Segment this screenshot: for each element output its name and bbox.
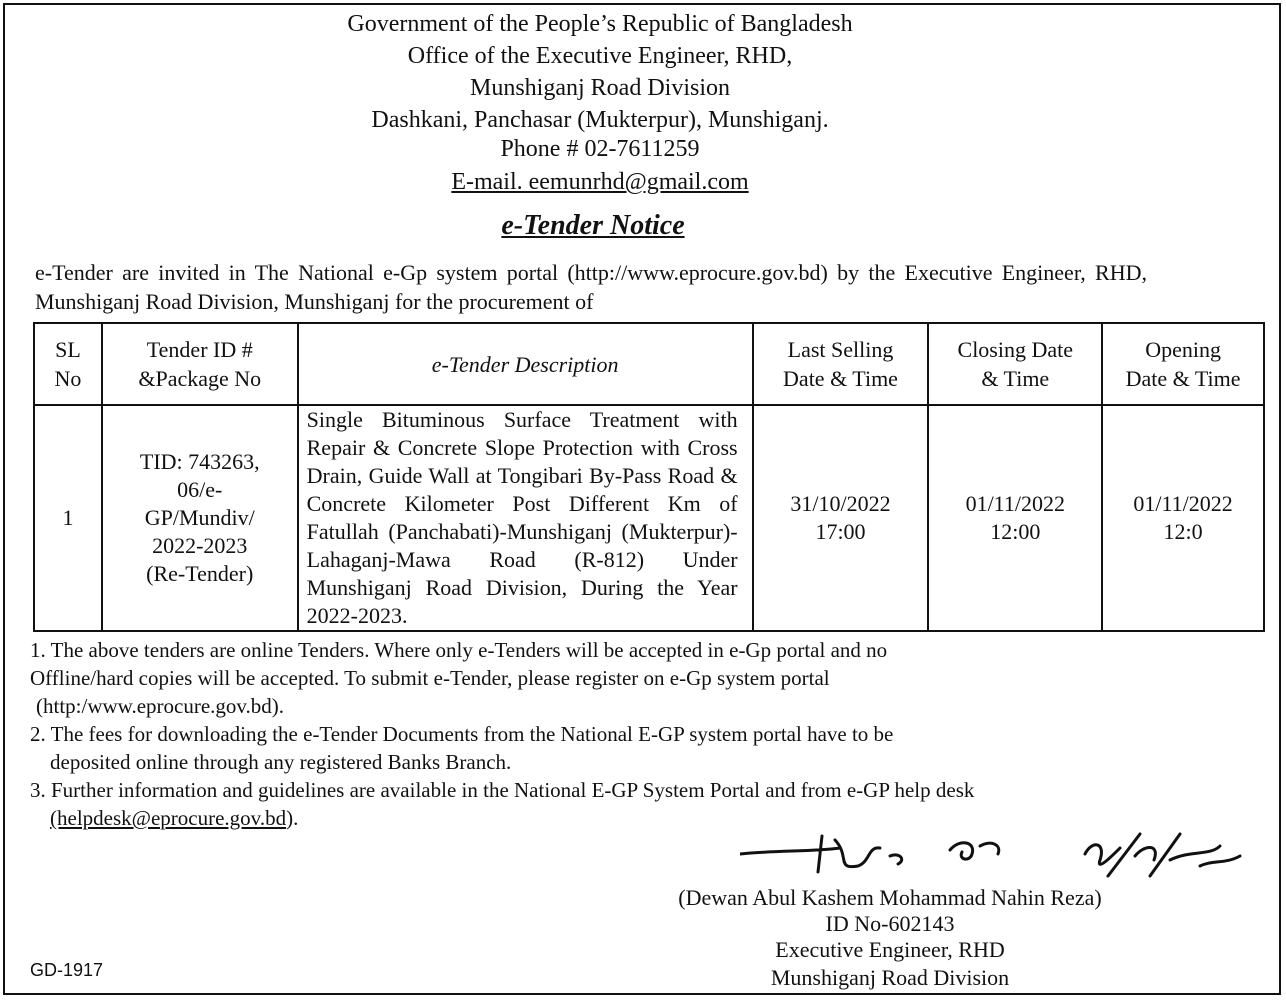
table-header-row — [34, 323, 1264, 405]
cell-last-selling: 31/10/2022 17:00 — [753, 405, 929, 631]
header-government: Government of the People’s Republic of Bangladesh — [347, 11, 853, 37]
col-tender-id: Tender ID # &Package No — [102, 323, 298, 405]
table-row — [34, 405, 1264, 631]
col-last-selling: Last Selling Date & Time — [753, 323, 929, 405]
cell-tender-id: TID: 743263, 06/e- GP/Mundiv/ 2022-2023 (Re-Tender) — [102, 405, 298, 631]
note-1: 1. The above tenders are online Tenders. Where only e-Tenders will be accepted in e-Gp portal and no Offline/hard copies will be accepted. To submit e-Tender, please register on e-Gp system portal (http:/www.eprocure.gov.bd). — [30, 638, 888, 718]
footer-code: GD-1917 — [30, 960, 104, 980]
signatory-name: (Dewan Abul Kashem Mohammad Nahin Reza) — [678, 885, 1102, 910]
intro-paragraph: e-Tender are invited in The National e-Gp system portal (http://www.eprocure.gov.bd) by the Executive Engineer, RHD, Munshiganj Road Division, Munshiganj for the procurement of — [35, 260, 1147, 314]
header-phone: Phone # 02-7611259 — [500, 136, 700, 162]
note-2: 2. The fees for downloading the e-Tender Documents from the National E-GP system portal have to be deposited online through any registered Banks Branch. — [30, 722, 894, 774]
cell-closing: 01/11/2022 12:00 — [928, 405, 1102, 631]
col-sl-no: SL No — [34, 323, 102, 405]
col-closing: Closing Date & Time — [928, 323, 1102, 405]
signatory-id: ID No-602143 — [825, 911, 955, 936]
cell-opening: 01/11/2022 12:0 — [1102, 405, 1264, 631]
notice-title: e-Tender Notice — [501, 210, 685, 241]
notes-list — [30, 636, 1160, 832]
cell-description: Single Bituminous Surface Treatment with Repair & Concrete Slope Protection with Cross Drain, Guide Wall at Tongibari By-Pass Road & Concrete Kilometer Post Different Km of Fatullah (Panchabati)-Munshiganj (Mukterpur)-Lahaganj-Mawa Road (R-812) Under Munshiganj Road Division, During the Year 2022-2023. — [298, 405, 753, 631]
signatory-designation: Executive Engineer, RHD — [775, 937, 1005, 962]
signatory-division: Munshiganj Road Division — [770, 965, 1010, 990]
header-email: E-mail. eemunrhd@gmail.com — [451, 169, 749, 195]
col-description: e-Tender Description — [298, 323, 753, 405]
tender-table — [33, 322, 1265, 632]
helpdesk-email: (helpdesk@eprocure.gov.bd — [50, 806, 287, 830]
col-opening: Opening Date & Time — [1102, 323, 1264, 405]
cell-sl: 1 — [34, 405, 102, 631]
note-3: 3. Further information and guidelines are available in the National E-GP System Portal and from e-GP help desk (helpdesk@eprocure.gov.bd). — [30, 778, 975, 830]
header-division: Munshiganj Road Division — [469, 75, 730, 101]
header-office: Office of the Executive Engineer, RHD, — [407, 43, 793, 69]
header-address: Dashkani, Panchasar (Mukterpur), Munshiganj. — [371, 107, 829, 133]
signature-scribble — [740, 826, 1260, 884]
